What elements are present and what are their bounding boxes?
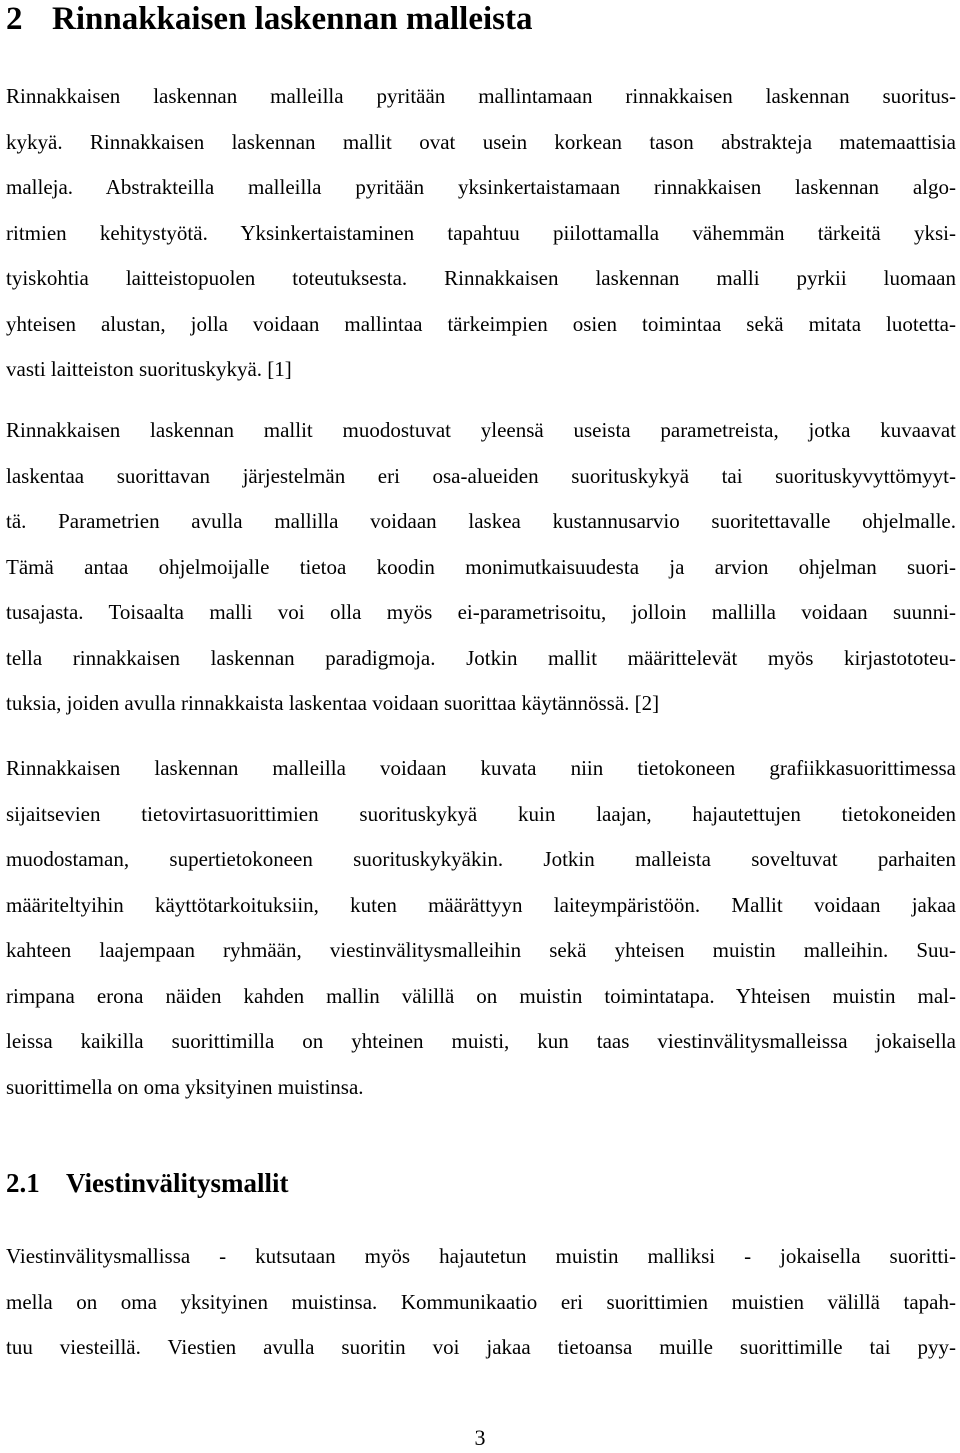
- text-line: kykyä. Rinnakkaisen laskennan mallit ovat usein korkean tason abstrakteja matemaattisia: [6, 129, 956, 154]
- text-line: kahteen laajempaan ryhmään, viestinvälitysmalleihin sekä yhteisen muistin malleihin. Suu-: [6, 938, 956, 962]
- subsection-paragraph-1: [6, 1234, 956, 1371]
- text-line: tusajasta. Toisaalta malli voi olla myös ei-parametrisoitu, jolloin mallilla voidaan suunni-: [6, 600, 956, 624]
- text-line: yhteisen alustan, jolla voidaan mallintaa tärkeimpien osien toimintaa sekä mitata luotetta-: [6, 311, 956, 336]
- subsection-title: Viestinvälitysmallit: [66, 1168, 289, 1198]
- text-line: Rinnakkaisen laskennan mallit muodostuvat yleensä useista parametreista, jotka kuvaavat: [6, 418, 956, 442]
- text-line: mella on oma yksityinen muistinsa. Kommunikaatio eri suorittimien muistien välillä tapah-: [6, 1289, 956, 1314]
- text-line: Rinnakkaisen laskennan malleilla voidaan kuvata niin tietokoneen grafiikkasuorittimessa: [6, 756, 956, 780]
- text-line: tyiskohtia laitteistopuolen toteutuksesta. Rinnakkaisen laskennan malli pyrkii luomaan: [6, 266, 956, 290]
- subsection-number: 2.1: [6, 1168, 40, 1198]
- text-line: ritmien kehitystyötä. Yksinkertaistaminen tapahtuu piilottamalla vähemmän tärkeitä yksi-: [6, 220, 956, 245]
- paragraph-3: [6, 746, 956, 1110]
- section-heading: [6, 0, 532, 38]
- text-line: malleja. Abstrakteilla malleilla pyritään yksinkertaistamaan rinnakkaisen laskennan algo-: [6, 175, 956, 199]
- text-line: tuksia, joiden avulla rinnakkaista laskentaa voidaan suorittaa käytännössä. [2]: [6, 691, 660, 715]
- text-line: leissa kaikilla suorittimilla on yhteinen muisti, kun taas viestinvälitysmalleissa jokaisella: [6, 1029, 956, 1053]
- text-line: Viestinvälitysmallissa - kutsutaan myös hajautetun muistin malliksi - jokaisella suoritti-: [6, 1244, 956, 1268]
- text-line: vasti laitteiston suorituskykyä. [1]: [6, 357, 292, 381]
- text-line: muodostaman, supertietokoneen suorituskykyäkin. Jotkin malleista soveltuvat parhaiten: [6, 847, 956, 871]
- subsection-heading: [6, 1166, 289, 1200]
- text-line: laskentaa suorittavan järjestelmän eri osa-alueiden suorituskykyä tai suorituskyvyttömyyt-: [6, 463, 956, 488]
- text-line: tä. Parametrien avulla mallilla voidaan laskea kustannusarvio suoritettavalle ohjelmalle.: [6, 509, 956, 533]
- text-line: Rinnakkaisen laskennan malleilla pyritään mallintamaan rinnakkaisen laskennan suoritus-: [6, 84, 956, 108]
- text-line: rimpana erona näiden kahden mallin välillä on muistin toimintatapa. Yhteisen muistin mal-: [6, 983, 956, 1008]
- paragraph-1: [6, 74, 956, 393]
- text-line: Tämä antaa ohjelmoijalle tietoa koodin monimutkaisuudesta ja arvion ohjelman suori-: [6, 554, 956, 579]
- section-number: 2: [6, 1, 23, 37]
- text-line: tella rinnakkaisen laskennan paradigmoja. Jotkin mallit määrittelevät myös kirjastototeu-: [6, 645, 956, 670]
- section-title: Rinnakkaisen laskennan malleista: [52, 1, 533, 37]
- paragraph-2: [6, 408, 956, 727]
- page-number: 3: [474, 1425, 486, 1450]
- text-line: tuu viesteillä. Viestien avulla suoritin voi jakaa tietoansa muille suorittimille tai pyy-: [6, 1335, 956, 1359]
- text-line: sijaitsevien tietovirtasuorittimien suorituskykyä kuin laajan, hajautettujen tietokoneiden: [6, 801, 956, 826]
- text-line: suorittimella on oma yksityinen muistinsa.: [6, 1074, 364, 1099]
- text-line: määriteltyihin käyttötarkoituksiin, kuten määrättyyn laiteympäristöön. Mallit voidaan jakaa: [6, 892, 956, 917]
